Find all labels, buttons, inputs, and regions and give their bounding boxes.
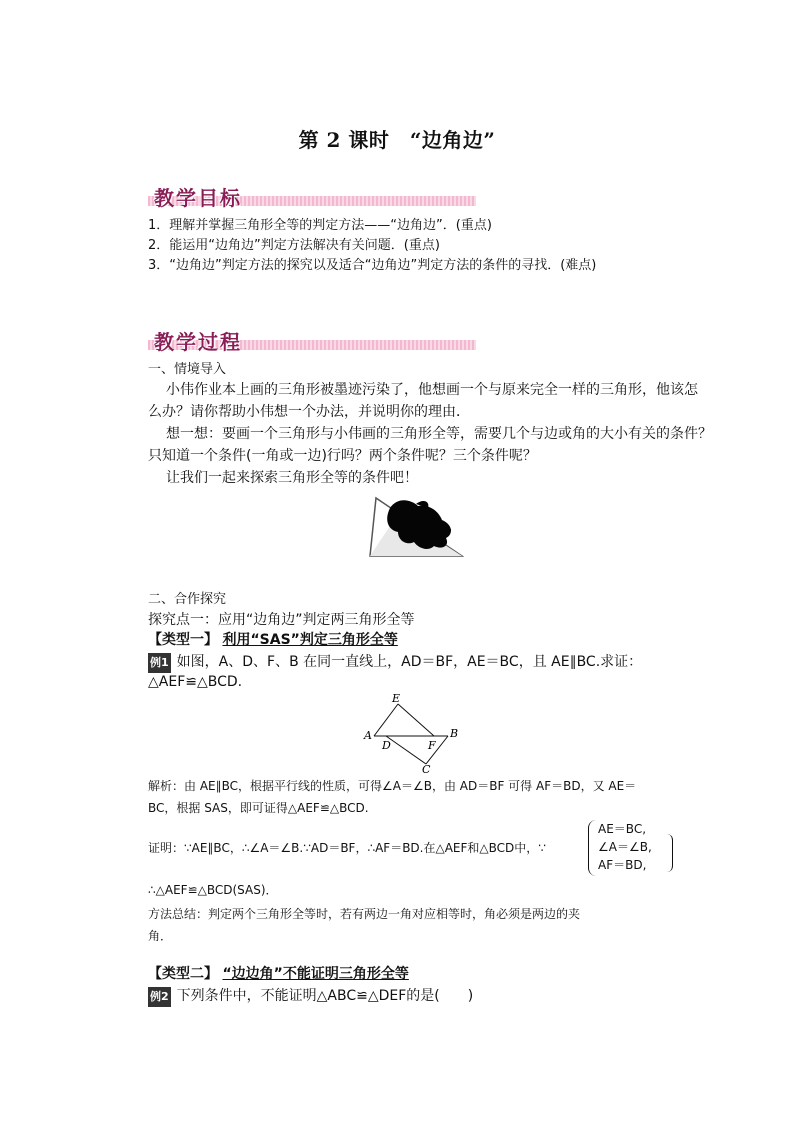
section-banner-goals [148,182,476,212]
type-2-tag: 【类型二】 [148,966,218,982]
analysis-line-2: BC，根据 SAS，即可证得△AEF≌△BCD. [148,801,369,815]
example-1-line-2: △AEF≌△BCD. [148,674,243,690]
intro-paragraph-2b: 只知道一个条件(一角或一边)行吗？两个条件呢？三个条件呢？ [148,448,537,464]
type-2-heading [148,964,409,984]
proof-line: 证明：∵AE∥BC，∴∠A＝∠B.∵AD＝BF，∴AF＝BD.在△AEF和△BCD中，∵ [148,841,546,855]
goal-item-1: 1．理解并掌握三角形全等的判定方法——“边角边”．(重点) [148,218,492,233]
example-2-line [148,986,473,1007]
type-1-title: 利用“SAS”判定三角形全等 [222,632,398,648]
goal-item-2: 2．能运用“边角边”判定方法解决有关问题．(重点) [148,238,440,253]
method-summary-line-1: 方法总结：判定两个三角形全等时，若有两边一角对应相等时，角必须是两边的夹 [148,907,581,921]
banner-label: 教学过程 [154,330,242,354]
example-1-line-1 [148,652,642,673]
example-2-text: 下列条件中，不能证明△ABC≌△DEF的是( ) [176,988,474,1004]
equation-system-brace-right [664,834,673,872]
intro-paragraph-1b: 么办？请你帮助小伟想一个办法，并说明你的理由． [148,404,470,420]
analysis-line-1: 解析：由 AE∥BC，根据平行线的性质，可得∠A＝∠B，由 AD＝BF 可得 AF＝BD，又 AE＝ [148,779,637,793]
intro-paragraph-2a: 想一想：要画一个三角形与小伟画的三角形全等，需要几个与边或角的大小有关的条件？ [166,426,712,442]
system-eq-1: AE＝BC, [598,822,647,836]
label-F: F [428,739,436,752]
example-1-badge: 例1 [148,653,171,673]
type-1-tag: 【类型一】 [148,632,218,648]
label-A: A [364,729,372,742]
intro-heading: 一、情境导入 [148,362,227,377]
example-1-text: 如图，A、D、F、B 在同一直线上，AD＝BF，AE＝BC，且 AE∥BC.求证： [176,654,643,670]
system-eq-3: AF＝BD, [598,858,647,872]
explore-heading: 二、合作探究 [148,592,227,607]
type-1-heading [148,630,398,650]
page-title: 第 2 课时 “边角边” [298,128,496,152]
type-2-title: “边边角”不能证明三角形全等 [222,966,409,982]
geometry-figure-1 [360,692,464,774]
conclusion-line: ∴△AEF≌△BCD(SAS)． [148,883,278,897]
label-B: B [450,727,459,740]
method-summary-line-2: 角． [148,929,173,943]
label-C: C [422,763,431,774]
intro-paragraph-1a: 小伟作业本上画的三角形被墨迹污染了，他想画一个与原来完全一样的三角形，他该怎 [166,382,698,398]
goal-item-3: 3．“边角边”判定方法的探究以及适合“边角边”判定方法的条件的寻找．(难点) [148,258,597,273]
section-banner-process [148,326,476,356]
intro-paragraph-3: 让我们一起来探索三角形全等的条件吧！ [166,470,418,486]
system-eq-2: ∠A＝∠B, [598,840,652,854]
label-D: D [382,739,391,752]
ink-stained-triangle-image [368,494,464,560]
explore-point-1: 探究点一：应用“边角边”判定两三角形全等 [148,612,415,628]
example-2-badge: 例2 [148,987,171,1007]
label-E: E [392,692,401,705]
banner-label: 教学目标 [154,186,242,210]
